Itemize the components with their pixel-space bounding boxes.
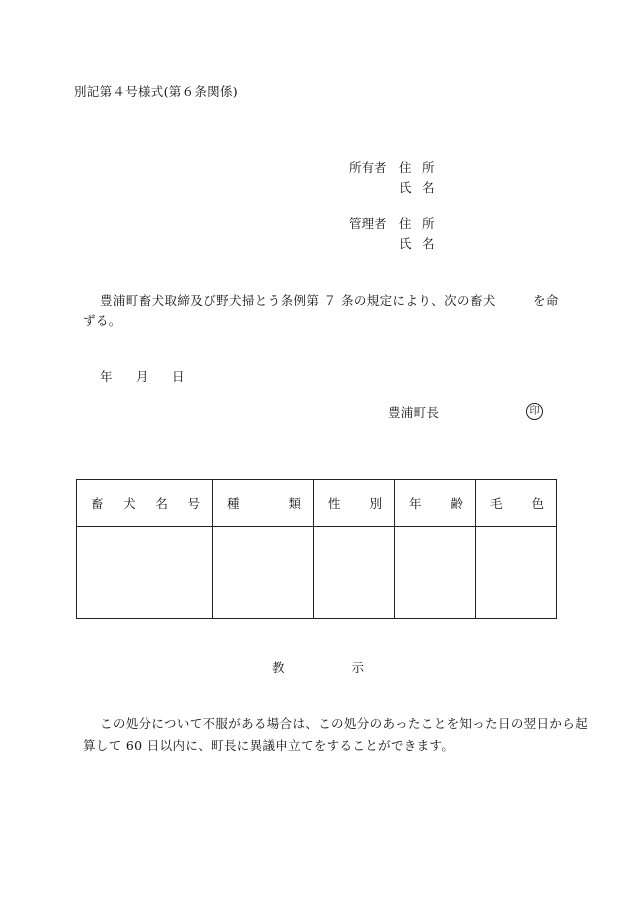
cell-breed: [213, 527, 314, 619]
notice-heading-char-2: 示: [351, 660, 364, 675]
order-text-line1: 豊浦町畜犬取締及び野犬掃とう条例第 ７ 条の規定により、次の畜犬: [100, 293, 496, 308]
notice-heading: [272, 660, 364, 676]
cell-age: [395, 527, 476, 619]
notice-text-line1: この処分について不服がある場合は、この処分のあったことを知った日の翌日から起: [100, 716, 588, 731]
header-char: 犬: [123, 496, 136, 511]
header-breed: [213, 480, 314, 527]
form-number: 別記第４号様式(第６条関係): [74, 84, 238, 99]
seal-mark: 印: [526, 403, 543, 420]
header-char: 性: [328, 496, 341, 511]
manager-role-label: 管理者: [349, 216, 387, 231]
manager-address-label-1: 住: [399, 216, 412, 231]
header-char: 畜: [91, 496, 104, 511]
header-char: 類: [288, 496, 301, 511]
header-char: 齢: [450, 496, 463, 511]
header-char: 別: [369, 496, 382, 511]
dog-info-table: [76, 479, 557, 619]
header-char: 号: [187, 496, 200, 511]
manager-address-label-2: 所: [422, 216, 435, 231]
table-header-row: [77, 480, 557, 527]
manager-name-label-2: 名: [422, 236, 435, 251]
header-char: 名: [155, 496, 168, 511]
owner-role-label: 所有者: [349, 160, 387, 175]
cell-coat-color: [476, 527, 557, 619]
header-dog-registration-number: [77, 480, 213, 527]
header-sex: [314, 480, 395, 527]
mayor-title: 豊浦町長: [388, 405, 440, 420]
notice-text-line2: 算して 60 日以内に、町長に異議申立てをすることができます。: [83, 738, 455, 753]
owner-name-label-1: 氏: [399, 180, 412, 195]
header-char: 年: [409, 496, 422, 511]
header-char: 種: [227, 496, 240, 511]
date-day-label: 日: [172, 369, 185, 384]
date-month-label: 月: [136, 369, 149, 384]
header-age: [395, 480, 476, 527]
owner-name-label-2: 名: [422, 180, 435, 195]
header-coat-color: [476, 480, 557, 527]
order-text-line2: ずる。: [83, 313, 122, 328]
cell-dog-registration-number: [77, 527, 213, 619]
manager-name-label-1: 氏: [399, 236, 412, 251]
header-char: 毛: [490, 496, 503, 511]
owner-address-label-1: 住: [399, 160, 412, 175]
owner-address-label-2: 所: [422, 160, 435, 175]
date-year-label: 年: [100, 369, 113, 384]
notice-heading-char-1: 教: [272, 660, 285, 675]
header-char: 色: [531, 496, 544, 511]
order-text-suffix: を命: [533, 293, 559, 308]
cell-sex: [314, 527, 395, 619]
table-row: [77, 527, 557, 619]
